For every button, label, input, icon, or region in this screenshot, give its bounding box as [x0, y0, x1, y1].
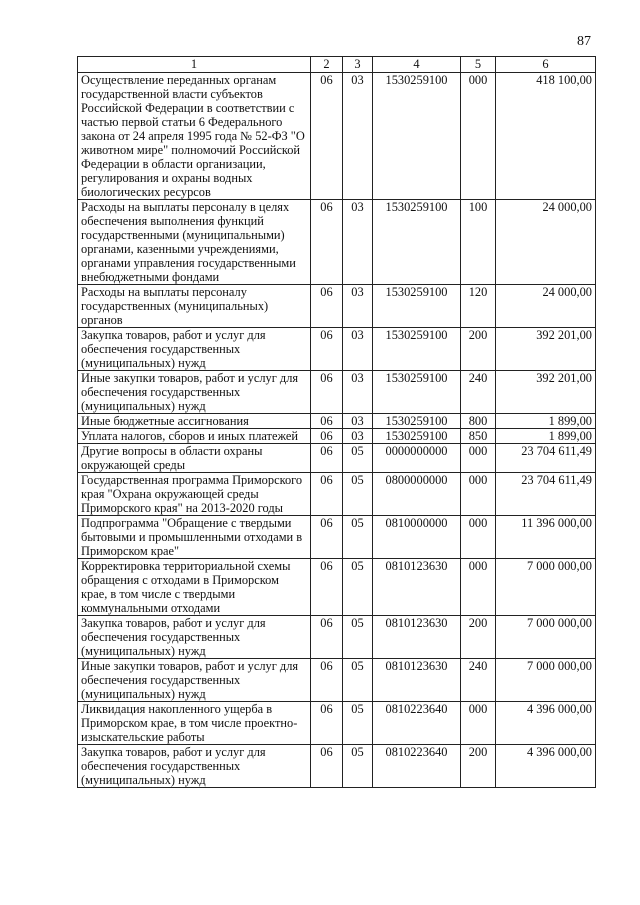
table-row [78, 371, 596, 414]
row-target: 1530259100 [373, 414, 461, 429]
column-header-target: 4 [373, 57, 461, 73]
row-type: 200 [461, 328, 496, 371]
page-number: 87 [577, 34, 591, 49]
table-row [78, 559, 596, 616]
row-amount: 418 100,00 [496, 73, 596, 200]
row-name: Закупка товаров, работ и услуг для обеспечения государственных (муниципальных) нужд [78, 745, 311, 788]
table-row [78, 659, 596, 702]
row-section: 06 [311, 371, 343, 414]
row-target: 0810223640 [373, 702, 461, 745]
table-row [78, 516, 596, 559]
column-header-subsection: 3 [343, 57, 373, 73]
row-subsection: 05 [343, 559, 373, 616]
row-subsection: 05 [343, 745, 373, 788]
row-amount: 1 899,00 [496, 429, 596, 444]
row-section: 06 [311, 414, 343, 429]
row-type: 240 [461, 371, 496, 414]
row-name: Иные закупки товаров, работ и услуг для обеспечения государственных (муниципальных) нужд [78, 659, 311, 702]
table-row [78, 73, 596, 200]
row-subsection: 03 [343, 200, 373, 285]
row-subsection: 05 [343, 473, 373, 516]
row-name: Осуществление переданных органам государственной власти субъектов Российской Федерации в соответствии с частью первой статьи 6 Федерального закона от 24 апреля 1995 года № 52-ФЗ "О животном мире" полномочий Российской Федерации в области организации, регулирования и охраны водных биологических ресурсов [78, 73, 311, 200]
table-row [78, 702, 596, 745]
row-subsection: 03 [343, 328, 373, 371]
row-name: Ликвидация накопленного ущерба в Приморском крае, в том числе проектно-изыскательские работы [78, 702, 311, 745]
row-type: 200 [461, 745, 496, 788]
row-section: 06 [311, 73, 343, 200]
row-section: 06 [311, 328, 343, 371]
row-subsection: 05 [343, 516, 373, 559]
table-row [78, 285, 596, 328]
row-target: 1530259100 [373, 328, 461, 371]
row-type: 000 [461, 702, 496, 745]
row-amount: 1 899,00 [496, 414, 596, 429]
table-row [78, 200, 596, 285]
row-section: 06 [311, 516, 343, 559]
row-subsection: 03 [343, 414, 373, 429]
row-amount: 23 704 611,49 [496, 444, 596, 473]
budget-table [77, 56, 596, 788]
row-subsection: 05 [343, 659, 373, 702]
row-target: 0000000000 [373, 444, 461, 473]
table-row [78, 444, 596, 473]
table-header-row [78, 57, 596, 73]
row-target: 1530259100 [373, 429, 461, 444]
row-section: 06 [311, 745, 343, 788]
row-type: 000 [461, 444, 496, 473]
row-type: 200 [461, 616, 496, 659]
row-section: 06 [311, 659, 343, 702]
row-section: 06 [311, 285, 343, 328]
row-amount: 392 201,00 [496, 328, 596, 371]
column-header-section: 2 [311, 57, 343, 73]
row-name: Расходы на выплаты персоналу в целях обеспечения выполнения функций государственными (муниципальными) органами, казенными учреждениями, органами управления государственными внебюджетными фондами [78, 200, 311, 285]
column-header-name: 1 [78, 57, 311, 73]
row-type: 120 [461, 285, 496, 328]
row-amount: 4 396 000,00 [496, 702, 596, 745]
row-amount: 4 396 000,00 [496, 745, 596, 788]
row-amount: 7 000 000,00 [496, 659, 596, 702]
row-type: 000 [461, 559, 496, 616]
row-type: 850 [461, 429, 496, 444]
row-type: 240 [461, 659, 496, 702]
row-name: Подпрограмма "Обращение с твердыми бытовыми и промышленными отходами в Приморском крае" [78, 516, 311, 559]
table-row [78, 328, 596, 371]
column-header-amount: 6 [496, 57, 596, 73]
row-name: Корректировка территориальной схемы обращения с отходами в Приморском крае, в том числе с твердыми коммунальными отходами [78, 559, 311, 616]
row-type: 000 [461, 73, 496, 200]
row-type: 000 [461, 473, 496, 516]
row-type: 100 [461, 200, 496, 285]
row-amount: 7 000 000,00 [496, 616, 596, 659]
row-target: 0810223640 [373, 745, 461, 788]
column-header-type: 5 [461, 57, 496, 73]
row-name: Закупка товаров, работ и услуг для обеспечения государственных (муниципальных) нужд [78, 328, 311, 371]
row-section: 06 [311, 702, 343, 745]
row-section: 06 [311, 616, 343, 659]
row-section: 06 [311, 444, 343, 473]
row-target: 1530259100 [373, 371, 461, 414]
row-amount: 23 704 611,49 [496, 473, 596, 516]
table-row [78, 473, 596, 516]
table-row [78, 414, 596, 429]
table-row [78, 616, 596, 659]
row-name: Иные бюджетные ассигнования [78, 414, 311, 429]
row-target: 1530259100 [373, 200, 461, 285]
row-subsection: 05 [343, 702, 373, 745]
row-section: 06 [311, 429, 343, 444]
row-target: 0810000000 [373, 516, 461, 559]
row-target: 0810123630 [373, 616, 461, 659]
row-name: Другие вопросы в области охраны окружающей среды [78, 444, 311, 473]
row-type: 000 [461, 516, 496, 559]
row-section: 06 [311, 559, 343, 616]
row-amount: 7 000 000,00 [496, 559, 596, 616]
row-subsection: 03 [343, 73, 373, 200]
row-amount: 392 201,00 [496, 371, 596, 414]
row-subsection: 03 [343, 285, 373, 328]
row-subsection: 05 [343, 616, 373, 659]
row-name: Закупка товаров, работ и услуг для обеспечения государственных (муниципальных) нужд [78, 616, 311, 659]
table-row [78, 429, 596, 444]
row-target: 0810123630 [373, 559, 461, 616]
row-name: Государственная программа Приморского края "Охрана окружающей среды Приморского края" на 2013-2020 годы [78, 473, 311, 516]
row-subsection: 05 [343, 444, 373, 473]
row-name: Уплата налогов, сборов и иных платежей [78, 429, 311, 444]
row-target: 1530259100 [373, 73, 461, 200]
row-amount: 11 396 000,00 [496, 516, 596, 559]
table-row [78, 745, 596, 788]
row-target: 0810123630 [373, 659, 461, 702]
row-section: 06 [311, 200, 343, 285]
row-name: Иные закупки товаров, работ и услуг для обеспечения государственных (муниципальных) нужд [78, 371, 311, 414]
row-amount: 24 000,00 [496, 200, 596, 285]
row-subsection: 03 [343, 429, 373, 444]
row-type: 800 [461, 414, 496, 429]
row-amount: 24 000,00 [496, 285, 596, 328]
row-target: 0800000000 [373, 473, 461, 516]
row-subsection: 03 [343, 371, 373, 414]
row-target: 1530259100 [373, 285, 461, 328]
row-name: Расходы на выплаты персоналу государственных (муниципальных) органов [78, 285, 311, 328]
row-section: 06 [311, 473, 343, 516]
